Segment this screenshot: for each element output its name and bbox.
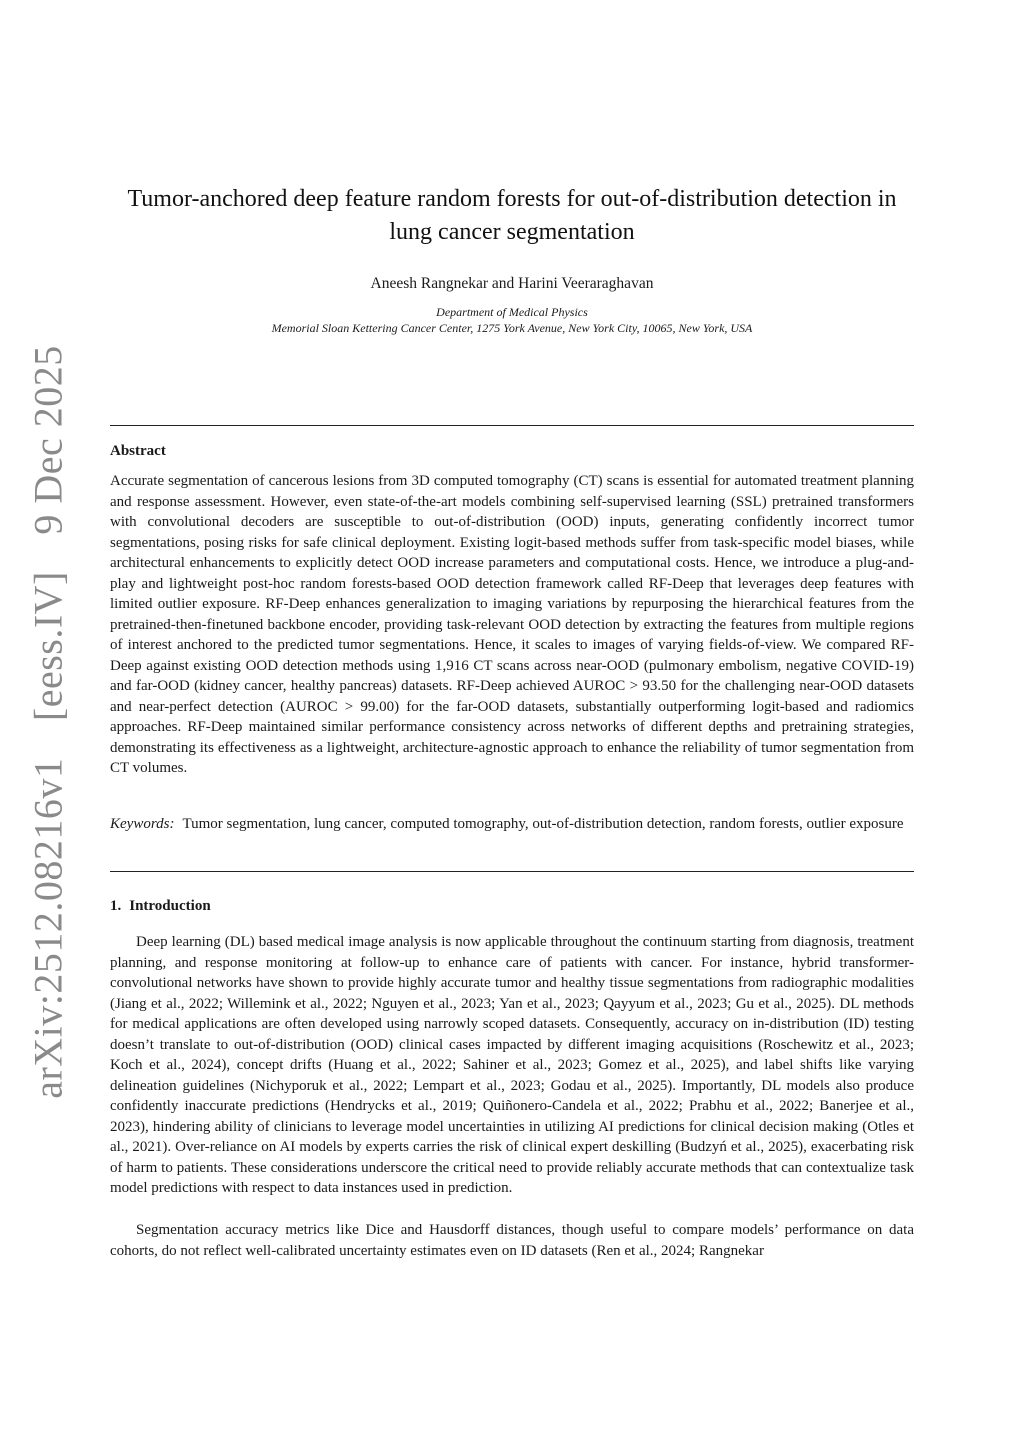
paper-authors: Aneesh Rangnekar and Harini Veeraraghavan — [370, 275, 654, 292]
affiliation-department: Department of Medical Physics — [436, 305, 588, 319]
abstract-heading: Abstract — [110, 443, 166, 459]
arxiv-id: arXiv:2512.08216v1 — [25, 757, 71, 1099]
abstract-top-rule — [110, 425, 914, 426]
arxiv-category: [eess.IV] — [25, 571, 71, 722]
arxiv-sidebar-stamp — [25, 345, 72, 1099]
affiliation-institution: Memorial Sloan Kettering Cancer Center, 1275 York Avenue, New York City, 10065, New York, USA — [271, 321, 753, 335]
introduction-heading — [110, 898, 211, 915]
intro-paragraph-1: Deep learning (DL) based medical image analysis is now applicable throughout the continuum starting from diagnosis, treatment planning, and response monitoring at follow-up to enhance care of patients with cancer. For instance, hybrid transformer-convolutional networks have shown to provide highly accurate tumor and healthy tissue segmentations from radiographic modalities (Jiang et al., 2022; Willemink et al., 2022; Nguyen et al., 2023; Yan et al., 2023; Qayyum et al., 2023; Gu et al., 2025). DL methods for medical applications are often developed using narrowly scoped datasets. Consequently, accuracy on in-distribution (ID) testing doesn’t translate to out-of-distribution (OOD) clinical cases impacted by different imaging acquisitions (Roschewitz et al., 2023; Koch et al., 2024), concept drifts (Huang et al., 2022; Sahiner et al., 2023; Gomez et al., 2025), and label shifts like varying delineation guidelines (Nichyporuk et al., 2022; Lempart et al., 2023; Godau et al., 2025). Importantly, DL models also produce confidently inaccurate predictions (Hendrycks et al., 2019; Quiñonero-Candela et al., 2022; Prabhu et al., 2022; Banerjee et al., 2023), hindering ability of clinicians to leverage model uncertainties in utilizing AI predictions for clinical decision making (Otles et al., 2021). Over-reliance on AI models by experts carries the risk of clinical expert deskilling (Budzyń et al., 2025), exacerbating risk of harm to patients. These considerations underscore the critical need to provide reliably accurate methods that can contextualize task model predictions with respect to data instances used in prediction. — [110, 934, 914, 1196]
keywords-text: Tumor segmentation, lung cancer, computed tomography, out-of-distribution detection, random forests, outlier exposure — [182, 816, 904, 832]
keywords-label: Keywords: — [110, 816, 175, 832]
section-title: Introduction — [129, 898, 211, 914]
arxiv-date: 9 Dec 2025 — [25, 345, 71, 535]
section-number: 1. — [110, 898, 122, 914]
paper-title: Tumor-anchored deep feature random forests for out-of-distribution detection in lung cancer segmentation — [127, 186, 897, 245]
abstract-text: Accurate segmentation of cancerous lesions from 3D computed tomography (CT) scans is essential for automated treatment planning and response assessment. However, even state-of-the-art models combining self-supervised learning (SSL) pretrained transformers with convolutional decoders are susceptible to out-of-distribution (OOD) inputs, generating confidently incorrect tumor segmentations, posing risks for safe clinical deployment. Existing logit-based methods suffer from task-specific model biases, while architectural enhancements to explicitly detect OOD increase parameters and computational costs. Hence, we introduce a plug-and-play and lightweight post-hoc random forests-based OOD detection framework called RF-Deep that leverages deep features with limited outlier exposure. RF-Deep enhances generalization to imaging variations by repurposing the hierarchical features from the pretrained-then-finetuned backbone encoder, providing task-relevant OOD detection by extracting the features from multiple regions of interest anchored to the predicted tumor segmentations. Hence, it scales to images of varying fields-of-view. We compared RF-Deep against existing OOD detection methods using 1,916 CT scans across near-OOD (pulmonary embolism, negative COVID-19) and far-OOD (kidney cancer, healthy pancreas) datasets. RF-Deep achieved AUROC > 93.50 for the challenging near-OOD datasets and near-perfect detection (AUROC > 99.00) for the far-OOD datasets, substantially outperforming logit-based and radiomics approaches. RF-Deep maintained similar performance consistency across networks of different depths and pretraining strategies, demonstrating its effectiveness as a lightweight, architecture-agnostic approach to enhance the reliability of tumor segmentation from CT volumes. — [110, 473, 914, 776]
intro-paragraph-2: Segmentation accuracy metrics like Dice and Hausdorff distances, though useful to compare models’ performance on data cohorts, do not reflect well-calibrated uncertainty estimates even on ID datasets (Ren et al., 2024; Rangnekar — [110, 1222, 914, 1259]
abstract-bottom-rule — [110, 871, 914, 872]
keywords — [110, 814, 914, 835]
